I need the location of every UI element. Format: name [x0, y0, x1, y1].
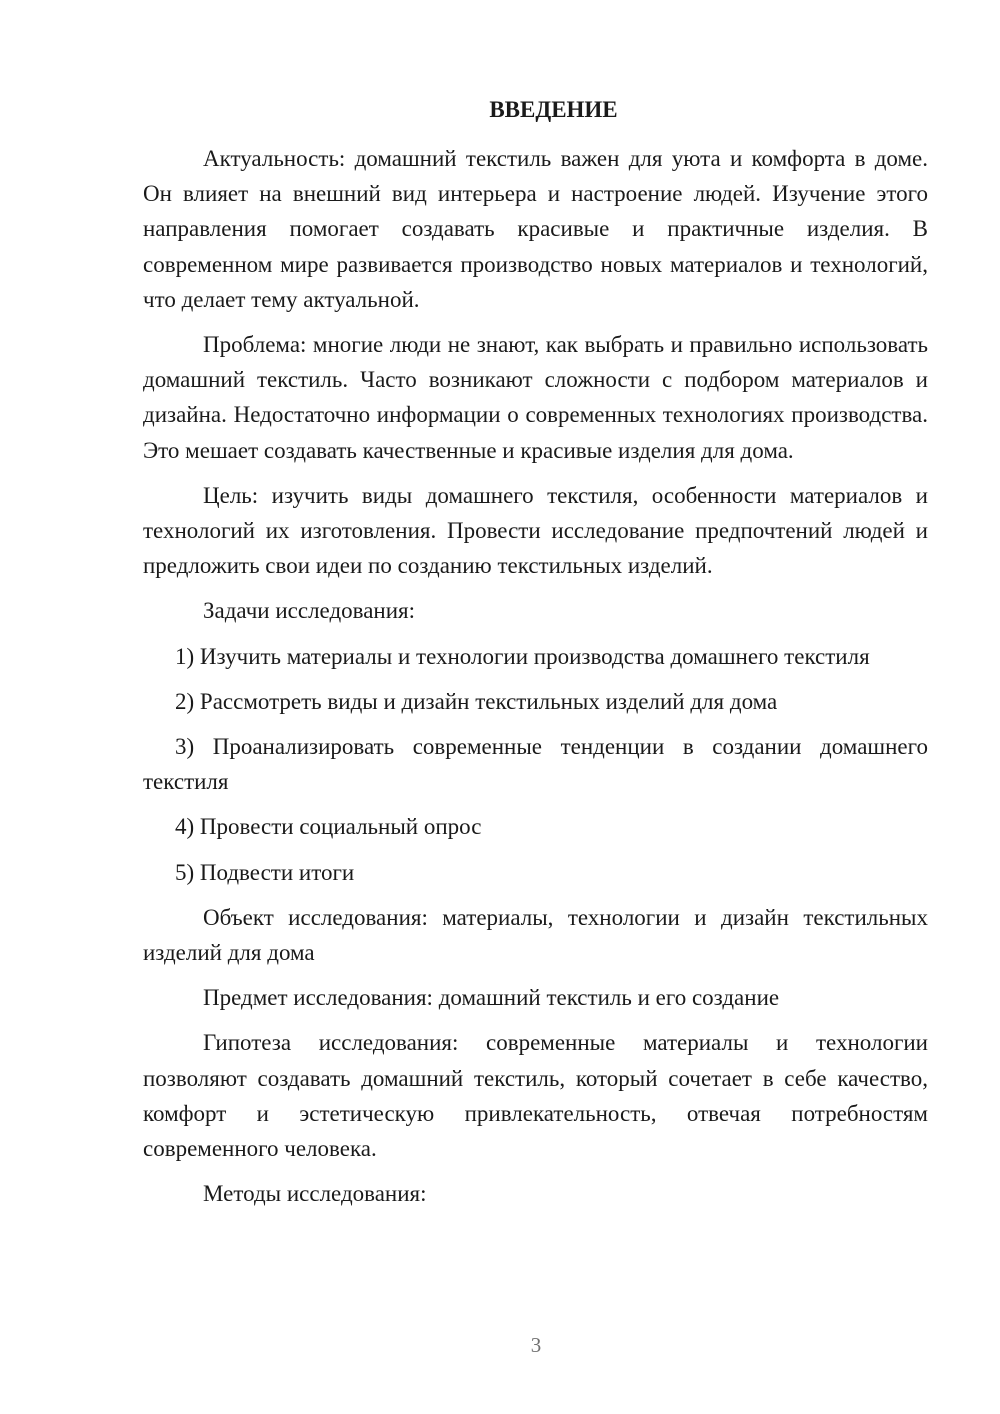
problem-paragraph: Проблема: многие люди не знают, как выбрать и правильно использовать домашний текстиль. Часто возникают сложности с подбором материалов и дизайна. Недостаточно информации о современных технологиях производства. Это мешает создавать качественные и красивые изделия для дома.: [143, 332, 928, 463]
task-item: 1) Изучить материалы и технологии производства домашнего текстиля: [175, 643, 870, 669]
tasks-heading: Задачи исследования:: [203, 598, 416, 624]
relevance-paragraph: Актуальность: домашний текстиль важен для уюта и комфорта в доме. Он влияет на внешний вид интерьера и настроение людей. Изучение этого направления помогает создавать красивые и практичные изделия. В современном мире развивается производство новых материалов и технологий, что делает тему актуальной.: [143, 146, 928, 312]
methods-heading: Методы исследования:: [203, 1181, 427, 1207]
section-title: ВВЕДЕНИЕ: [489, 97, 618, 122]
task-item: 5) Подвести итоги: [175, 859, 355, 885]
goal-paragraph: Цель: изучить виды домашнего текстиля, особенности материалов и технологий их изготовления. Провести исследование предпочтений людей и предложить свои идеи по созданию текстильных изделий.: [143, 482, 928, 579]
subject-paragraph: Предмет исследования: домашний текстиль и его создание: [203, 985, 780, 1011]
object-paragraph: Объект исследования: материалы, технологии и дизайн текстильных изделий для дома: [143, 904, 928, 966]
hypothesis-paragraph: Гипотеза исследования: современные материалы и технологии позволяют создавать домашний текстиль, который сочетает в себе качество, комфорт и эстетическую привлекательность, отвечая потребностям современного человека.: [143, 1030, 928, 1162]
task-item: 3) Проанализировать современные тенденции в создании домашнего текстиля: [143, 734, 928, 795]
task-item: 2) Рассмотреть виды и дизайн текстильных изделий для дома: [175, 688, 778, 714]
task-item: 4) Провести социальный опрос: [175, 814, 482, 840]
page-number: 3: [530, 1333, 542, 1357]
